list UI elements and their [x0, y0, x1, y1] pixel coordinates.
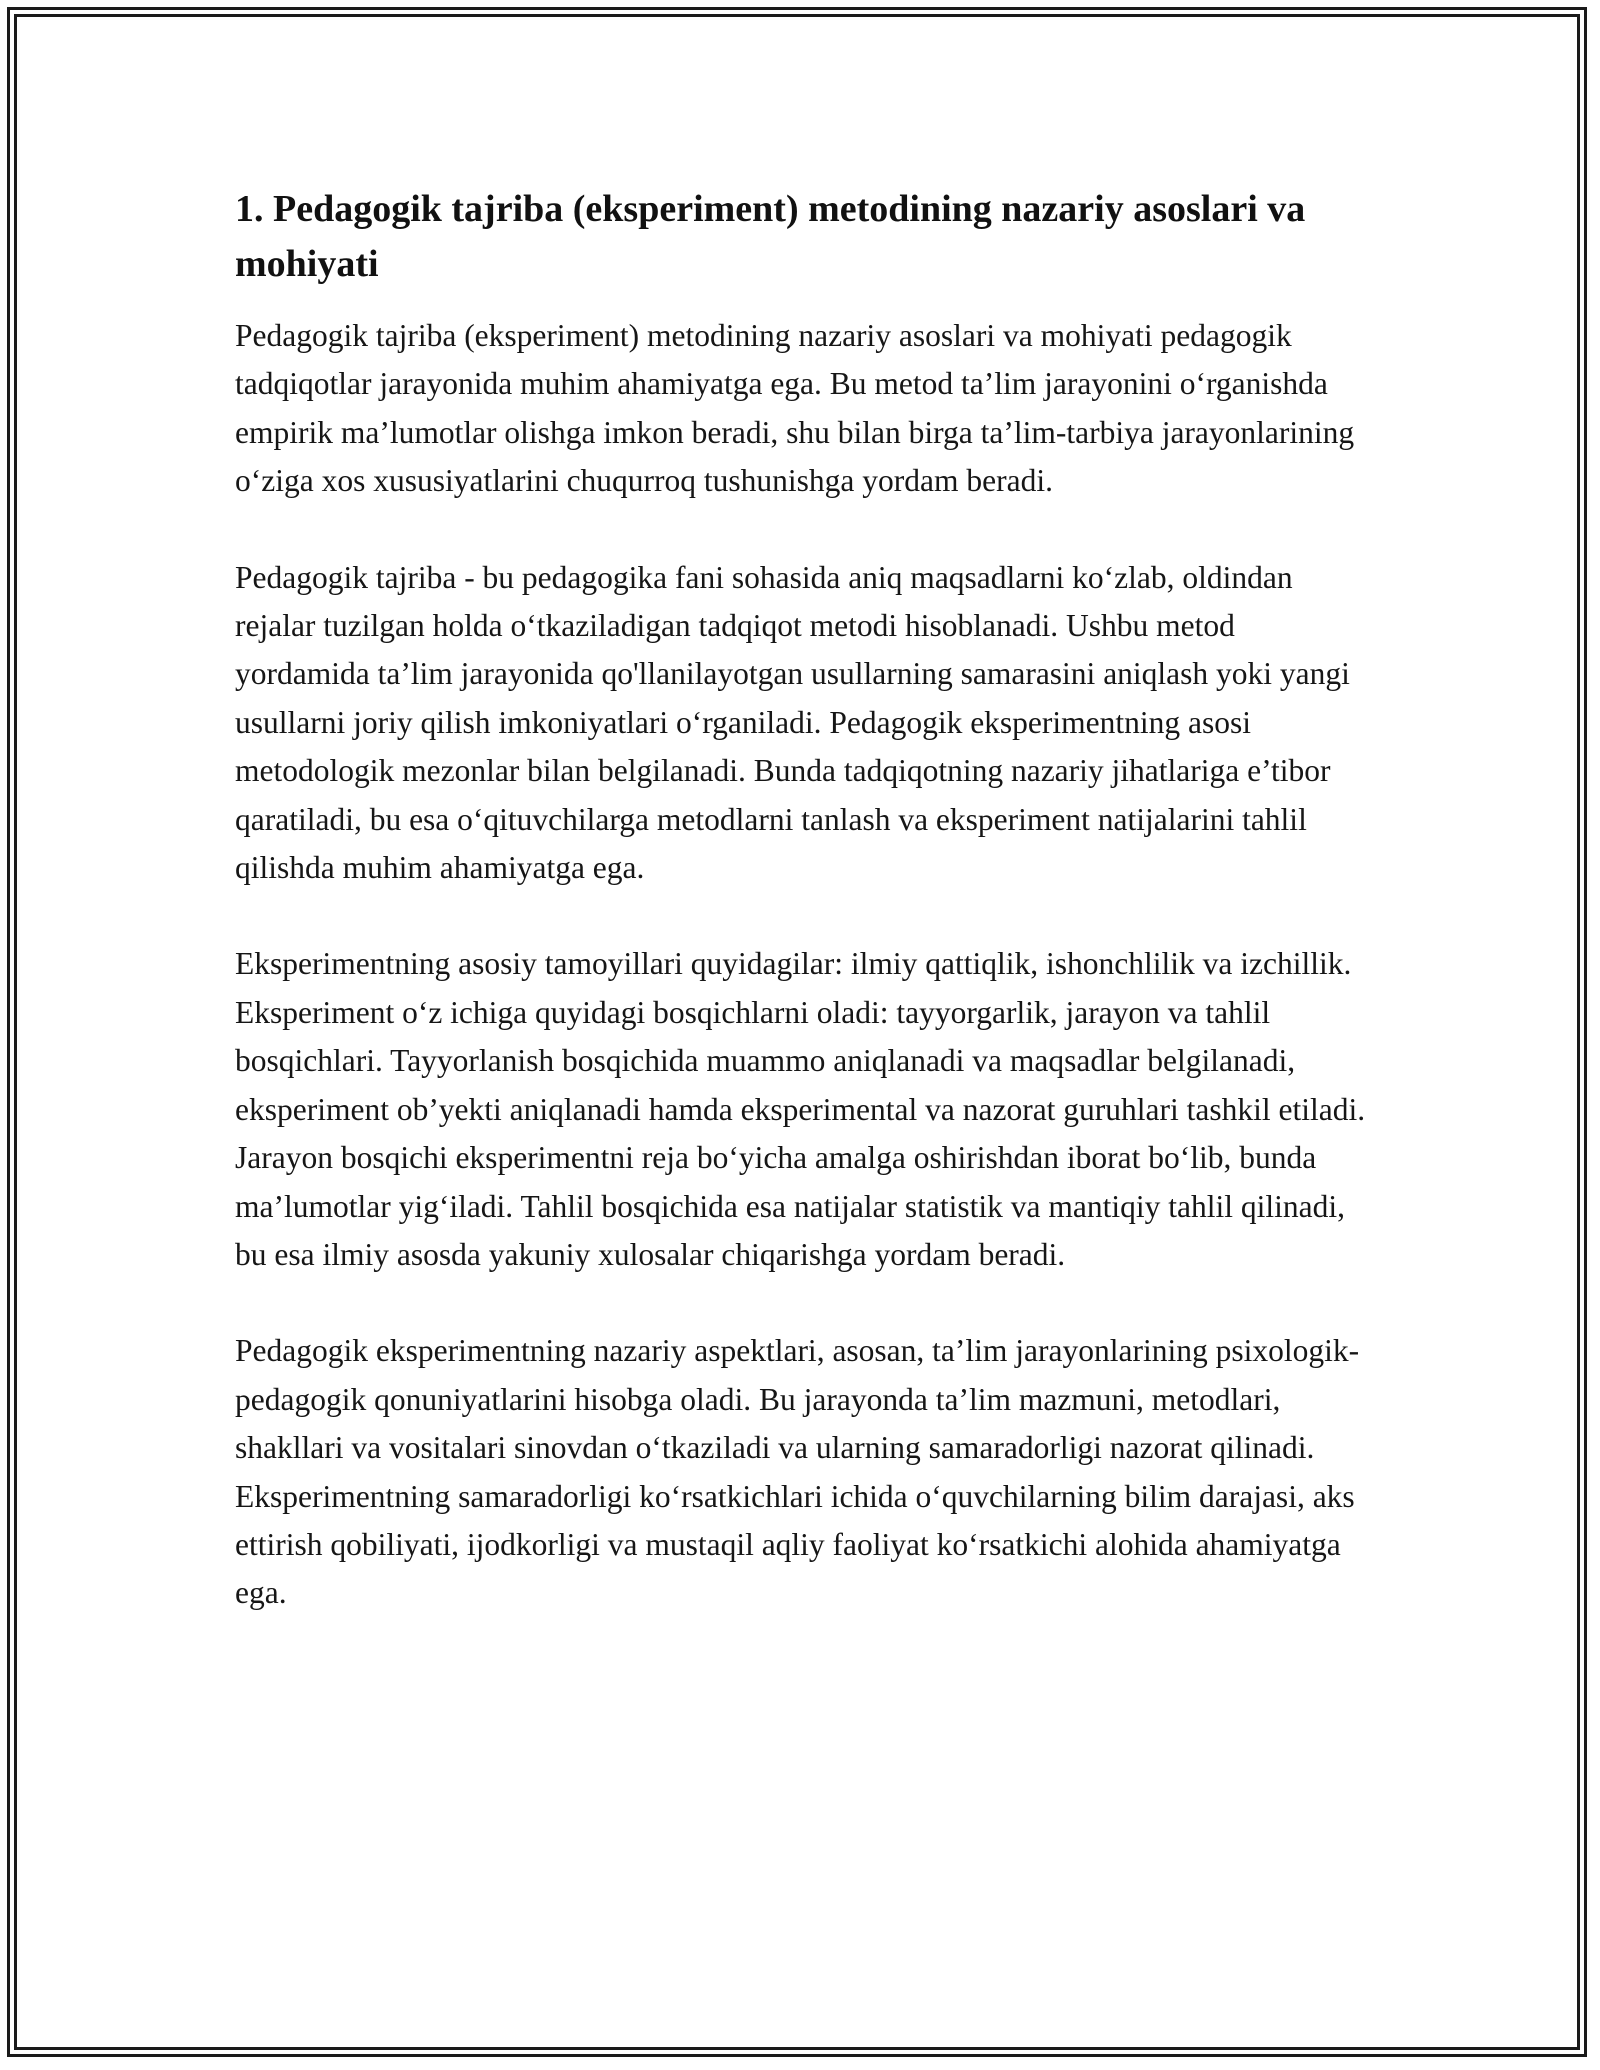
paragraph-4: Pedagogik eksperimentning nazariy aspektlari, asosan, ta’lim jarayonlarining psixologik-pedagogik qonuniyatlarini hisobga oladi. Bu jarayonda ta’lim mazmuni, metodlari, shakllari va vositalari sinovdan o‘tkaziladi va ularning samaradorligi nazorat qilinadi. Eksperimentning samaradorligi ko‘rsatkichlari ichida o‘quvchilarning bilim darajasi, aks ettirish qobiliyati, ijodkorligi va mustaqil aqliy faoliyat ko‘rsatkichi alohida ahamiyatga ega. — [235, 1333, 1360, 1611]
section-heading: 1. Pedagogik tajriba (eksperiment) metodining nazariy asoslari va mohiyati — [235, 188, 1306, 285]
paragraph-3: Eksperimentning asosiy tamoyillari quyidagilar: ilmiy qattiqlik, ishonchlilik va izchillik. Eksperiment o‘z ichiga quyidagi bosqichlarni oladi: tayyorgarlik, jarayon va tahlil bosqichlari. Tayyorlanish bosqichida muammo aniqlanadi va maqsadlar belgilanadi, eksperiment ob’yekti aniqlanadi hamda eksperimental va nazorat guruhlari tashkil etiladi. Jarayon bosqichi eksperimentni reja bo‘yicha amalga oshirishdan iborat bo‘lib, bunda ma’lumotlar yig‘iladi. Tahlil bosqichida esa natijalar statistik va mantiqiy tahlil qilinadi, bu esa ilmiy asosda yakuniy xulosalar chiqarishga yordam beradi. — [235, 946, 1366, 1272]
paragraph-2: Pedagogik tajriba - bu pedagogika fani sohasida aniq maqsadlarni ko‘zlab, oldindan rejalar tuzilgan holda o‘tkaziladigan tadqiqot metodi hisoblanadi. Ushbu metod yordamida ta’lim jarayonida qo'llanilayotgan usullarning samarasini aniqlash yoki yangi usullarni joriy qilish imkoniyatlari o‘rganiladi. Pedagogik eksperimentning asosi metodologik mezonlar bilan belgilanadi. Bunda tadqiqotning nazariy jihatlariga e’tibor qaratiladi, bu esa o‘qituvchilarga metodlarni tanlash va eksperiment natijalarini tahlil qilishda muhim ahamiyatga ega. — [235, 559, 1350, 886]
document-body — [235, 182, 1370, 1618]
paragraph-1: Pedagogik tajriba (eksperiment) metodining nazariy asoslari va mohiyati pedagogik tadqiqotlar jarayonida muhim ahamiyatga ega. Bu metod ta’lim jarayonini o‘rganishda empirik ma’lumotlar olishga imkon beradi, shu bilan birga ta’lim-tarbiya jarayonlarining o‘ziga xos xususiyatlarini chuqurroq tushunishga yordam beradi. — [235, 318, 1355, 499]
